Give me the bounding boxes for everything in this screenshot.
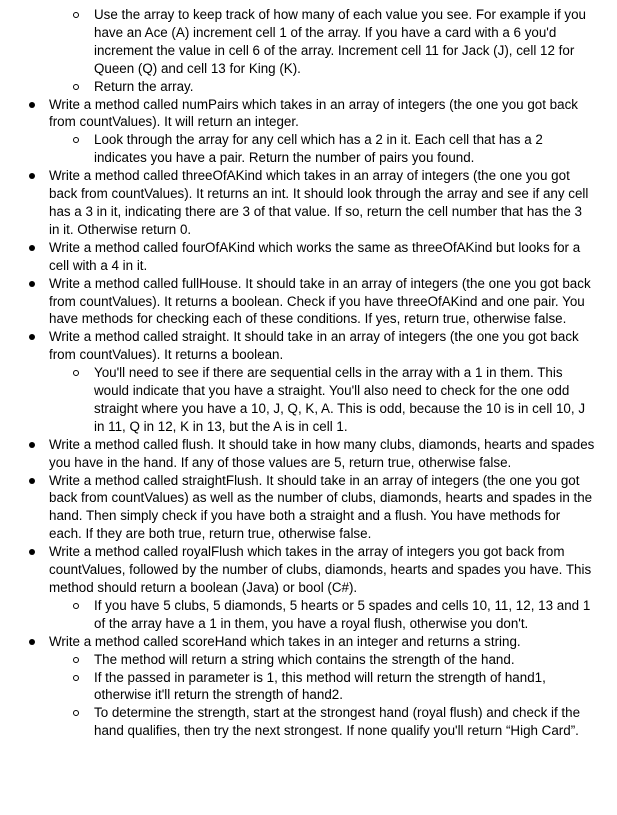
list-item: [0, 131, 617, 167]
circle-bullet-icon: [73, 84, 79, 90]
list-item: [0, 364, 617, 436]
list-item-text: Return the array.: [94, 78, 194, 94]
list-item-text: Write a method called fullHouse. It should take in an array of integers (the one you got back from countValues). It returns a boolean. Check if you have threeOfAKind and one pair. You have methods for checking each of these conditions. If yes, return true, otherwise false.: [49, 275, 591, 327]
disc-bullet-icon: [29, 245, 35, 251]
list-item-text: Look through the array for any cell which has a 2 in it. Each cell that has a 2 indicates you have a pair. Return the number of pairs you found.: [94, 132, 543, 166]
list-item-text: If you have 5 clubs, 5 diamonds, 5 hearts or 5 spades and cells 10, 11, 12, 13 and 1 of the array have a 1 in them, you have a royal flush, otherwise you don't.: [94, 597, 591, 631]
disc-bullet-icon: [29, 478, 35, 484]
list-item: [0, 6, 617, 78]
circle-bullet-icon: [73, 657, 79, 663]
list-item-text: The method will return a string which contains the strength of the hand.: [94, 651, 515, 667]
circle-bullet-icon: [73, 370, 79, 376]
list-item: [0, 669, 617, 705]
circle-bullet-icon: [73, 675, 79, 681]
document-body: [0, 6, 617, 740]
list-item: [0, 597, 617, 633]
list-item-text: To determine the strength, start at the strongest hand (royal flush) and check if the hand qualifies, then try the next strongest. If none qualify you'll return “High Card”.: [94, 705, 581, 739]
list-item: [0, 78, 617, 96]
disc-bullet-icon: [29, 639, 35, 645]
disc-bullet-icon: [29, 442, 35, 448]
list-item-text: Write a method called numPairs which takes in an array of integers (the one you got back from countValues). It will return an integer.: [49, 96, 578, 130]
circle-bullet-icon: [73, 12, 79, 18]
list-item-text: Write a method called straightFlush. It should take in an array of integers (the one you got back from countValues) as well as the number of clubs, diamonds, hearts and spades in the hand. Then simply check if you have both a straight and a flush. You have methods for each. If they are both true, return true, otherwise false.: [49, 472, 593, 542]
list-item-text: Write a method called fourOfAKind which works the same as threeOfAKind but looks for a cell with a 4 in it.: [49, 239, 581, 273]
list-item-text: Write a method called royalFlush which takes in the array of integers you got back from countValues, followed by the number of clubs, diamonds, hearts and spades you have. This method should return a boolean (Java) or bool (C#).: [49, 544, 592, 595]
circle-bullet-icon: [73, 137, 79, 143]
list-item-text: Write a method called threeOfAKind which takes in an array of integers (the one you got back from countValues). It returns an int. It should look through the array and see if any cell has a 3 in it, indicating there are 3 of that value. If so, return the cell number that has the 3 in it. Otherwise return 0.: [49, 168, 589, 237]
circle-bullet-icon: [73, 603, 79, 609]
list-item: [0, 704, 617, 740]
list-item-text: Write a method called scoreHand which takes in an integer and returns a string.: [49, 633, 521, 649]
list-item: [0, 651, 617, 669]
list-item-text: Write a method called straight. It should take in an array of integers (the one you got back from countValues). It returns a boolean.: [49, 329, 579, 363]
circle-bullet-icon: [73, 710, 79, 716]
list-item: [0, 239, 617, 275]
list-item-text: If the passed in parameter is 1, this method will return the strength of hand1, otherwise it'll return the strength of hand2.: [94, 669, 546, 703]
list-item: [0, 472, 617, 544]
disc-bullet-icon: [29, 549, 35, 555]
list-item: [0, 436, 617, 472]
list-item: [0, 275, 617, 329]
list-item-text: You'll need to see if there are sequential cells in the array with a 1 in them. This would indicate that you have a straight. You'll also need to check for the one odd straight where you have a 10, J, Q, K, A. This is odd, because the 10 is in cell 10, J in 11, Q in 12, K in 13, but the A is in cell 1.: [94, 365, 586, 434]
disc-bullet-icon: [29, 173, 35, 179]
list-item-text: Write a method called flush. It should take in how many clubs, diamonds, hearts and spades you have in the hand. If any of those values are 5, return true, otherwise false.: [49, 436, 595, 470]
disc-bullet-icon: [29, 102, 35, 108]
list-item: [0, 96, 617, 132]
list-item: [0, 167, 617, 239]
list-item: [0, 543, 617, 597]
list-item-text: Use the array to keep track of how many of each value you see. For example if you have an Ace (A) increment cell 1 of the array. If you have a card with a 6 you'd increment the value in cell 6 of the array. Increment cell 11 for Jack (J), cell 12 for Queen (Q) and cell 13 for King (K).: [94, 7, 586, 76]
disc-bullet-icon: [29, 334, 35, 340]
disc-bullet-icon: [29, 281, 35, 287]
list-item: [0, 633, 617, 651]
list-item: [0, 328, 617, 364]
